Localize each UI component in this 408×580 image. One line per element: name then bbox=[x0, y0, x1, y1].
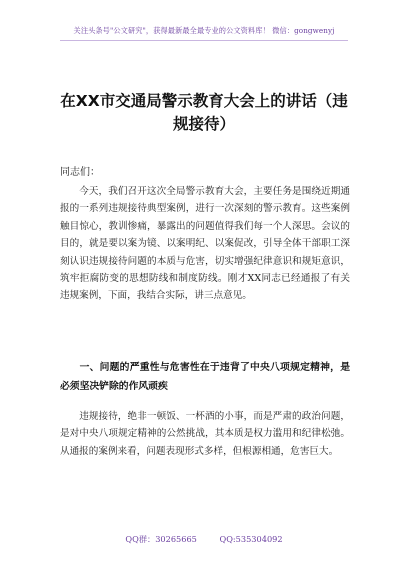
section-heading-1: 一、问题的严重性与危害性在于违背了中央八项规定精神，是必须坚决铲除的作风顽疾 bbox=[60, 362, 350, 392]
header-promo-note: 关注头条号"公文研究"，获得最新最全最专业的公文资料库！ 微信：gongwenyj bbox=[73, 26, 335, 35]
footer-qq-group: QQ群：30265665 bbox=[125, 534, 197, 544]
header-divider bbox=[60, 40, 348, 41]
footer-contact bbox=[0, 534, 408, 545]
document-title: 在XX市交通局警示教育大会上的讲话（违规接待） bbox=[60, 92, 348, 133]
intro-paragraph: 今天，我们召开这次全局警示教育大会，主要任务是围绕近期通报的一系列违规接待典型案例，进行一次深刻的警示教育。这些案例触目惊心，教训惨痛，暴露出的问题值得我们每一个人深思。会议的目的，就是要以案为镜、以案明纪、以案促改，引导全体干部职工深刻认识违规接待问题的本质与危害，切实增强纪律意识和规矩意识，筑牢拒腐防变的思想防线和制度防线。刚才XX同志已经通报了有关违规案例，下面，我结合实际，讲三点意见。 bbox=[60, 186, 350, 302]
section-paragraph-1: 违规接待，绝非一顿饭、一杯酒的小事，而是严肃的政治问题，是对中央八项规定精神的公然挑战，其本质是权力滥用和纪律松弛。从通报的案例来看，问题表现形式多样，但根源相通，危害巨大。 bbox=[60, 411, 350, 457]
salutation: 同志们： bbox=[60, 167, 100, 178]
footer-qq: QQ:535304092 bbox=[219, 534, 283, 544]
